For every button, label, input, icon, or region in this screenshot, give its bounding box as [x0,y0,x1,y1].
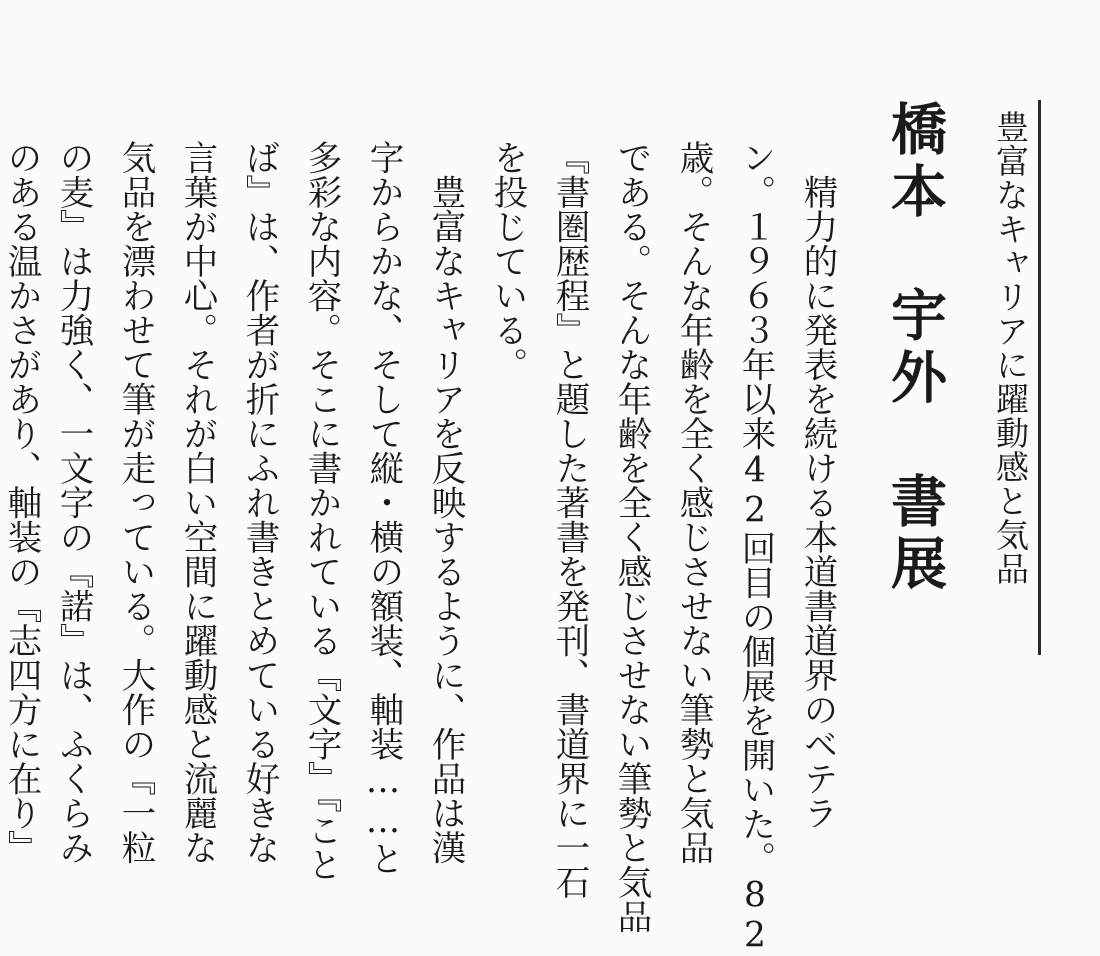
body-column-9: 多彩な内容。そこに書かれている『文字』『こと [301,140,341,882]
body-column-11: 言葉が中心。それが白い空間に躍動感と流麗な [177,140,217,865]
body-column-8: 字からかな、そして縦・横の額装、軸装……と [363,140,403,876]
body-column-7: 豊富なキャリアを反映するように、作品は漢 [425,140,465,865]
body-column-12: 気品を漂わせて筆が走っている。大作の『一粒 [115,140,155,865]
body-column-14: のある温かさがあり、軸装の『志四方に在り』 [1,140,41,865]
article-title: 橋本 宇外 書展 [882,100,948,596]
body-column-13: の麦』は力強く、一文字の『諾』は、ふくらみ [53,140,93,865]
body-column-1: 精力的に発表を続ける本道書道界のベテラ [797,140,837,830]
headline: 豊富なキャリアに躍動感と気品 [991,110,1030,586]
body-column-2: ン。１９６３年以来42回目の個展を開いた。82 [735,140,775,956]
body-column-4: である。そんな年齢を全く感じさせない筆勢と気品 [611,140,651,934]
body-column-6: を投じている。 [487,140,527,382]
headline-divider [1038,100,1041,655]
body-column-5: 『書圏歴程』と題した著書を発刊、書道界に一石 [549,140,589,899]
body-column-3: 歳。そんな年齢を全く感じさせない筆勢と気品 [673,140,713,865]
body-column-10: ば』は、作者が折にふれ書きとめている好きな [239,140,279,865]
